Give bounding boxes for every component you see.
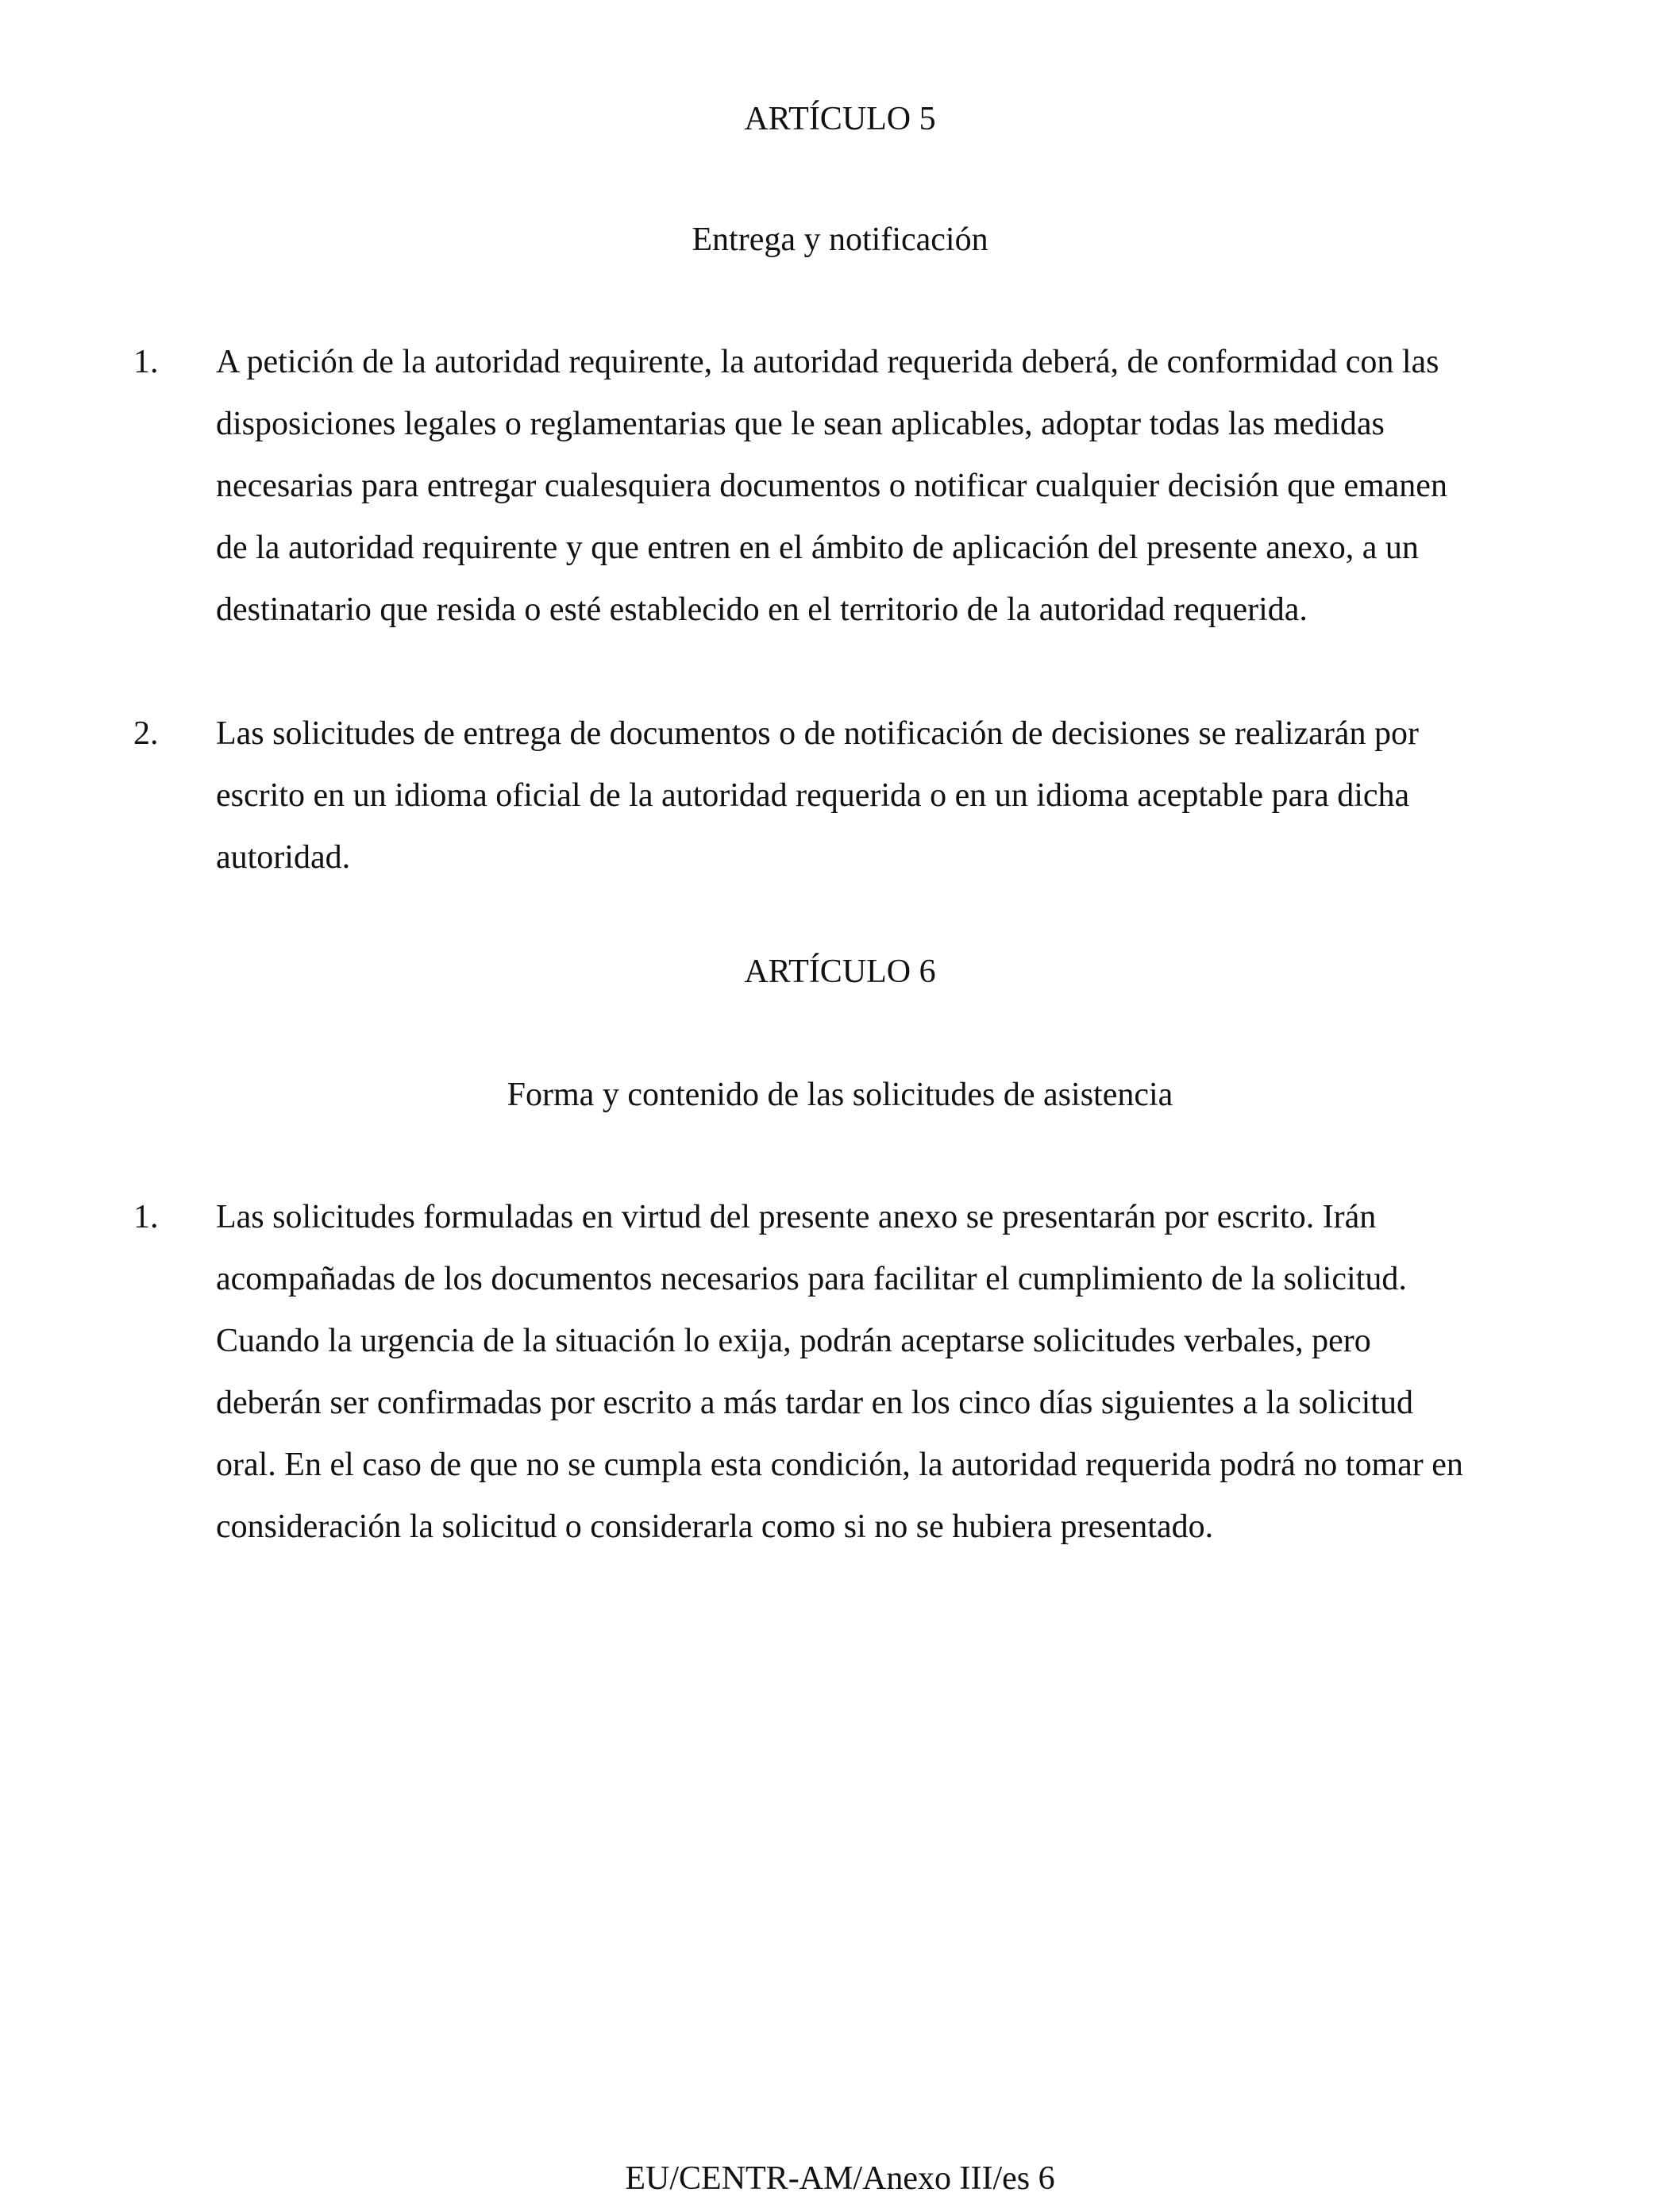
paragraph-number: 1.: [133, 344, 159, 380]
paragraph-number: 1.: [133, 1199, 159, 1235]
text-line: A petición de la autoridad requirente, la autoridad requerida deberá, de conformidad con las: [216, 344, 1439, 380]
text-line: necesarias para entregar cualesquiera documentos o notificar cualquier decisión que emanen: [216, 468, 1447, 504]
text-line: destinatario que resida o esté establecido en el territorio de la autoridad requerida.: [216, 591, 1308, 628]
text-line: Cuando la urgencia de la situación lo exija, podrán aceptarse solicitudes verbales, pero: [216, 1323, 1371, 1359]
text-line: Las solicitudes de entrega de documentos o de notificación de decisiones se realizarán por: [216, 715, 1419, 752]
paragraph-text: [216, 703, 1566, 888]
page-footer-reference: EU/CENTR-AM/Anexo III/es 6: [625, 2160, 1055, 2197]
text-line: deberán ser confirmadas por escrito a más tardar en los cinco días siguientes a la solicitud: [216, 1385, 1413, 1421]
paragraph-text: [216, 1186, 1566, 1558]
article-5-subtitle: Entrega y notificación: [692, 222, 988, 258]
paragraph-text: [216, 331, 1566, 641]
text-line: autoridad.: [216, 839, 351, 876]
text-line: oral. En el caso de que no se cumpla esta condición, la autoridad requerida podrá no tomar en: [216, 1447, 1463, 1483]
article-6-heading: ARTÍCULO 6: [744, 954, 936, 990]
paragraph-number: 2.: [133, 715, 159, 752]
text-line: escrito en un idioma oficial de la autoridad requerida o en un idioma aceptable para dicha: [216, 777, 1410, 814]
article-6-subtitle: Forma y contenido de las solicitudes de asistencia: [507, 1077, 1173, 1113]
text-line: consideración la solicitud o considerarla como si no se hubiera presentado.: [216, 1509, 1214, 1545]
text-line: Las solicitudes formuladas en virtud del presente anexo se presentarán por escrito. Irán: [216, 1199, 1377, 1235]
text-line: acompañadas de los documentos necesarios para facilitar el cumplimiento de la solicitud.: [216, 1261, 1407, 1297]
text-line: de la autoridad requirente y que entren en el ámbito de aplicación del presente anexo, a un: [216, 530, 1419, 566]
text-line: disposiciones legales o reglamentarias que le sean aplicables, adoptar todas las medidas: [216, 406, 1385, 442]
article-5-heading: ARTÍCULO 5: [744, 101, 936, 137]
